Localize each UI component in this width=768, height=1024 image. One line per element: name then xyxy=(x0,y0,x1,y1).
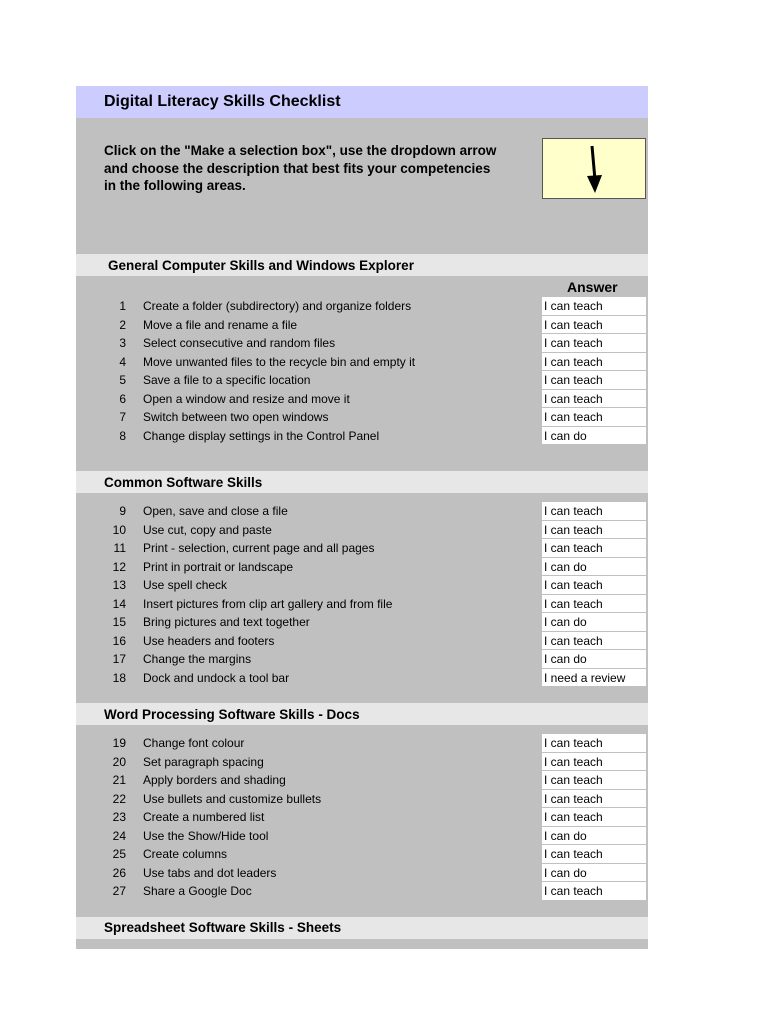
checklist-item xyxy=(76,576,648,595)
item-number: 6 xyxy=(119,391,126,406)
item-number: 1 xyxy=(119,299,126,313)
answer-dropdown[interactable]: I can teach xyxy=(542,595,646,614)
checklist-item xyxy=(76,669,648,688)
section-items-general xyxy=(76,297,648,445)
item-description: Switch between two open windows xyxy=(143,410,329,424)
item-number: 21 xyxy=(112,773,126,787)
answer-dropdown[interactable]: I can teach xyxy=(542,790,646,809)
answer-dropdown[interactable]: I can teach xyxy=(542,353,646,372)
answer-dropdown[interactable]: I can do xyxy=(542,427,646,446)
checklist-item xyxy=(76,771,648,790)
answer-dropdown[interactable]: I can do xyxy=(542,558,646,577)
section-header-common-software xyxy=(76,471,648,493)
item-number: 22 xyxy=(112,791,126,806)
answer-dropdown[interactable]: I can do xyxy=(542,827,646,846)
checklist-item xyxy=(76,353,648,372)
item-description: Move a file and rename a file xyxy=(143,317,298,332)
item-description: Bring pictures and text together xyxy=(143,615,310,629)
item-description: Use bullets and customize bullets xyxy=(143,791,322,806)
item-description: Create a numbered list xyxy=(143,810,265,824)
instructions-panel xyxy=(76,118,648,254)
item-description: Use cut, copy and paste xyxy=(143,522,272,537)
section-spacer xyxy=(76,493,648,502)
section-spacer xyxy=(76,725,648,734)
item-number: 12 xyxy=(112,559,126,574)
make-selection-box[interactable] xyxy=(542,138,646,199)
item-description: Use spell check xyxy=(143,578,228,592)
answer-dropdown[interactable]: I can teach xyxy=(542,808,646,827)
answer-dropdown[interactable]: I can do xyxy=(542,650,646,669)
section-header-general xyxy=(76,254,648,276)
item-number: 9 xyxy=(119,504,126,518)
item-description: Apply borders and shading xyxy=(143,773,286,787)
answer-dropdown[interactable]: I can teach xyxy=(542,316,646,335)
item-description: Save a file to a specific location xyxy=(143,373,311,387)
section-title: General Computer Skills and Windows Explorer xyxy=(108,257,414,273)
item-number: 23 xyxy=(112,810,126,824)
checklist-item xyxy=(76,371,648,390)
answer-dropdown[interactable]: I can teach xyxy=(542,297,646,316)
item-number: 3 xyxy=(119,336,126,350)
checklist-item xyxy=(76,595,648,614)
down-arrow-icon xyxy=(584,144,604,194)
item-number: 11 xyxy=(113,541,126,555)
item-number: 13 xyxy=(112,578,126,592)
instructions-text: Click on the "Make a selection box", use the dropdown arrow and choose the description that best fits your competencies in the following areas. xyxy=(104,143,497,193)
section-title: Word Processing Software Skills - Docs xyxy=(104,706,360,722)
checklist-item xyxy=(76,650,648,669)
answer-dropdown[interactable]: I can teach xyxy=(542,390,646,409)
item-description: Print - selection, current page and all pages xyxy=(143,541,375,555)
checklist-item xyxy=(76,539,648,558)
item-description: Print in portrait or landscape xyxy=(143,559,294,574)
checklist-item xyxy=(76,502,648,521)
answer-dropdown[interactable]: I can do xyxy=(542,613,646,632)
answer-dropdown[interactable]: I can teach xyxy=(542,334,646,353)
item-number: 27 xyxy=(112,884,126,898)
checklist-item xyxy=(76,845,648,864)
item-number: 2 xyxy=(119,317,126,332)
item-number: 20 xyxy=(112,754,126,769)
checklist-item xyxy=(76,521,648,540)
checklist-item xyxy=(76,297,648,316)
section-spacer xyxy=(76,445,648,471)
checklist-item xyxy=(76,882,648,901)
item-number: 18 xyxy=(112,670,126,685)
item-number: 14 xyxy=(112,596,126,611)
answer-dropdown[interactable]: I can teach xyxy=(542,371,646,390)
item-description: Create columns xyxy=(143,847,228,861)
checklist-item xyxy=(76,864,648,883)
checklist-item xyxy=(76,734,648,753)
item-number: 7 xyxy=(119,410,126,424)
item-number: 10 xyxy=(112,522,126,537)
answer-dropdown[interactable]: I can do xyxy=(542,864,646,883)
item-description: Select consecutive and random files xyxy=(143,336,336,350)
item-number: 25 xyxy=(112,847,126,861)
item-number: 17 xyxy=(112,652,126,666)
item-number: 16 xyxy=(112,633,126,648)
answer-header-row xyxy=(76,276,648,297)
item-description: Share a Google Doc xyxy=(143,884,252,898)
checklist-item xyxy=(76,613,648,632)
answer-dropdown[interactable]: I can teach xyxy=(542,576,646,595)
item-description: Open a window and resize and move it xyxy=(143,391,350,406)
checklist-item xyxy=(76,316,648,335)
item-number: 8 xyxy=(119,428,126,443)
item-number: 4 xyxy=(119,354,126,369)
section-items-common-software xyxy=(76,502,648,687)
page-title: Digital Literacy Skills Checklist xyxy=(104,93,341,110)
checklist-item xyxy=(76,390,648,409)
answer-dropdown[interactable]: I can teach xyxy=(542,408,646,427)
item-number: 5 xyxy=(119,373,126,387)
item-description: Open, save and close a file xyxy=(143,504,288,518)
checklist-item xyxy=(76,753,648,772)
item-number: 19 xyxy=(112,736,126,750)
section-title: Common Software Skills xyxy=(104,474,263,490)
answer-dropdown[interactable]: I need a review xyxy=(542,669,646,688)
answer-dropdown[interactable]: I can teach xyxy=(542,845,646,864)
item-description: Dock and undock a tool bar xyxy=(143,670,290,685)
checklist-item xyxy=(76,632,648,651)
section-spacer xyxy=(76,901,648,917)
item-description: Insert pictures from clip art gallery and from file xyxy=(143,596,393,611)
answer-dropdown[interactable]: I can teach xyxy=(542,771,646,790)
answer-dropdown[interactable]: I can teach xyxy=(542,632,646,651)
answer-dropdown[interactable]: I can teach xyxy=(542,882,646,901)
item-description: Move unwanted files to the recycle bin and empty it xyxy=(143,354,416,369)
checklist-item xyxy=(76,827,648,846)
item-number: 26 xyxy=(112,865,126,880)
checklist-sheet xyxy=(76,86,648,949)
title-bar xyxy=(76,86,648,118)
answer-dropdown[interactable]: I can teach xyxy=(542,734,646,753)
section-header-spreadsheet xyxy=(76,917,648,939)
checklist-item xyxy=(76,790,648,809)
section-spacer xyxy=(76,687,648,703)
checklist-item xyxy=(76,408,648,427)
checklist-item xyxy=(76,427,648,446)
answer-dropdown[interactable]: I can teach xyxy=(542,502,646,521)
section-header-word-processing xyxy=(76,703,648,725)
item-description: Use the Show/Hide tool xyxy=(143,828,269,843)
answer-dropdown[interactable]: I can teach xyxy=(542,521,646,540)
section-items-word-processing xyxy=(76,734,648,901)
checklist-item xyxy=(76,808,648,827)
item-description: Change font colour xyxy=(143,736,245,750)
answer-dropdown[interactable]: I can teach xyxy=(542,539,646,558)
item-description: Set paragraph spacing xyxy=(143,754,264,769)
answer-header: Answer xyxy=(567,279,618,295)
answer-dropdown[interactable]: I can teach xyxy=(542,753,646,772)
section-spacer xyxy=(76,939,648,949)
checklist-item xyxy=(76,558,648,577)
item-description: Create a folder (subdirectory) and organize folders xyxy=(143,299,412,313)
item-description: Use tabs and dot leaders xyxy=(143,865,277,880)
item-description: Change display settings in the Control Panel xyxy=(143,428,380,443)
section-title: Spreadsheet Software Skills - Sheets xyxy=(104,920,342,935)
item-number: 24 xyxy=(112,828,126,843)
item-description: Change the margins xyxy=(143,652,252,666)
checklist-item xyxy=(76,334,648,353)
item-description: Use headers and footers xyxy=(143,633,275,648)
item-number: 15 xyxy=(112,615,126,629)
